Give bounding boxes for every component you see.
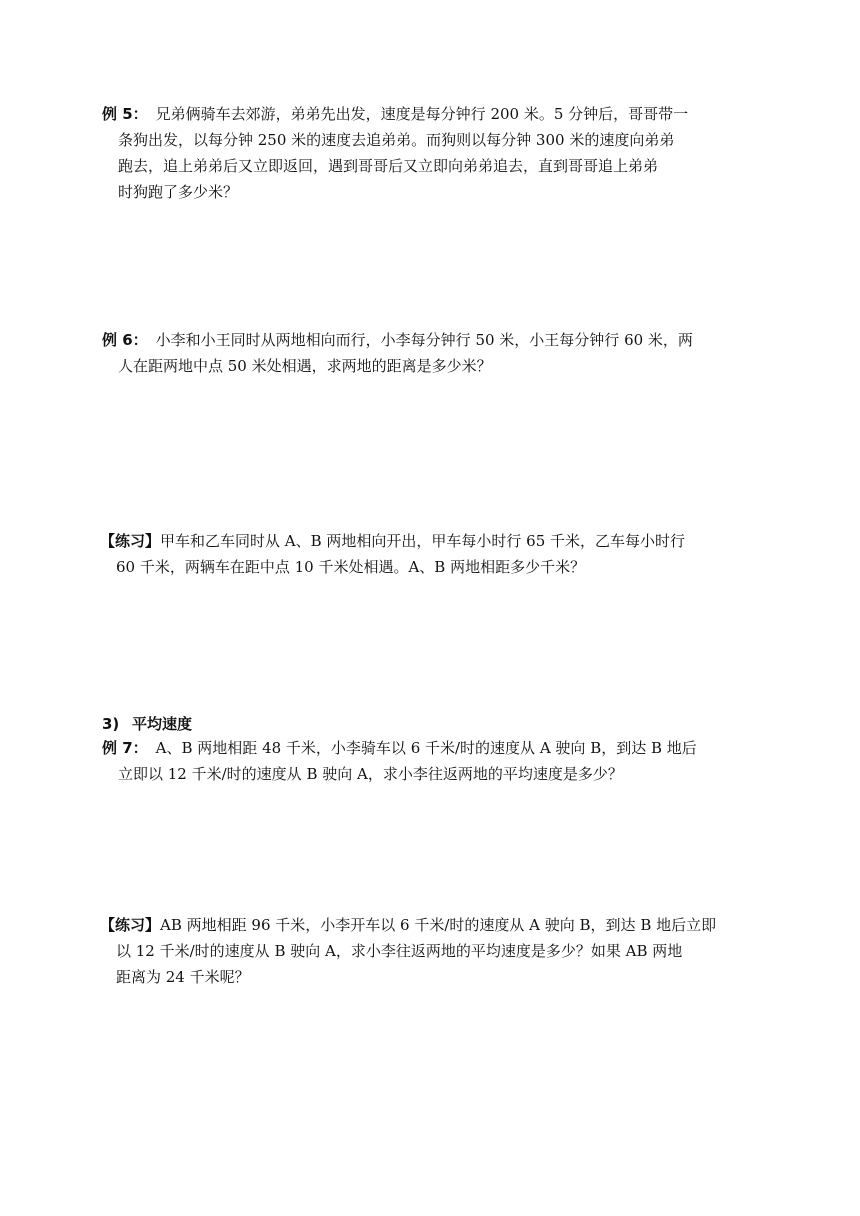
practice-2-line-3: 距离为 24 千米呢？ xyxy=(116,968,250,986)
practice-1 xyxy=(100,528,758,580)
practice-1-line-2: 60 千米，两辆车在距中点 10 千米处相遇。A、B 两地相距多少千米？ xyxy=(116,558,586,576)
example-5-first-line xyxy=(102,101,760,127)
example-6-line-2: 人在距两地中点 50 米处相遇，求两地的距离是多少米？ xyxy=(118,357,492,375)
section-3-heading xyxy=(102,711,760,737)
example-6 xyxy=(102,327,760,379)
example-5-line-3: 跑去，追上弟弟后又立即返回，遇到哥哥后又立即向弟弟追去，直到哥哥追上弟弟 xyxy=(118,157,659,175)
practice-2-line-2: 以 12 千米/时的速度从 B 驶向 A，求小李往返两地的平均速度是多少？如果 AB 两地 xyxy=(116,942,683,960)
practice-2 xyxy=(100,912,758,990)
example-7-label: 例 7： xyxy=(102,739,148,757)
practice-2-label: 【练习】 xyxy=(100,916,161,934)
example-7-line-1: A、B 两地相距 48 千米，小李骑车以 6 千米/时的速度从 A 驶向 B，到达 B 地后 xyxy=(155,739,697,757)
example-6-first-line xyxy=(102,327,760,353)
practice-1-first-line xyxy=(100,528,758,554)
example-5-line-1: 兄弟俩骑车去郊游，弟弟先出发，速度是每分钟行 200 米。5 分钟后，哥哥带一 xyxy=(155,105,689,123)
example-5 xyxy=(102,101,760,205)
example-6-label: 例 6： xyxy=(102,331,148,349)
practice-2-line-1: AB 两地相距 96 千米，小李开车以 6 千米/时的速度从 A 驶向 B，到达 B 地后立即 xyxy=(160,916,717,934)
practice-1-label: 【练习】 xyxy=(100,532,161,550)
section-3-number: 3) xyxy=(102,715,120,733)
example-7-first-line xyxy=(102,735,760,761)
example-5-line-4: 时狗跑了多少米？ xyxy=(118,183,239,201)
section-3-title: 平均速度 xyxy=(132,715,193,733)
example-6-line-1: 小李和小王同时从两地相向而行，小李每分钟行 50 米，小王每分钟行 60 米，两 xyxy=(155,331,693,349)
practice-2-first-line xyxy=(100,912,758,938)
example-7-line-2: 立即以 12 千米/时的速度从 B 驶向 A，求小李往返两地的平均速度是多少？ xyxy=(118,765,623,783)
example-7 xyxy=(102,735,760,787)
section-3-title-line xyxy=(102,711,760,737)
practice-1-line-1: 甲车和乙车同时从 A、B 两地相向开出，甲车每小时行 65 千米，乙车每小时行 xyxy=(160,532,686,550)
example-5-label: 例 5： xyxy=(102,105,148,123)
example-5-line-2: 条狗出发，以每分钟 250 米的速度去追弟弟。而狗则以每分钟 300 米的速度向弟弟 xyxy=(118,131,675,149)
